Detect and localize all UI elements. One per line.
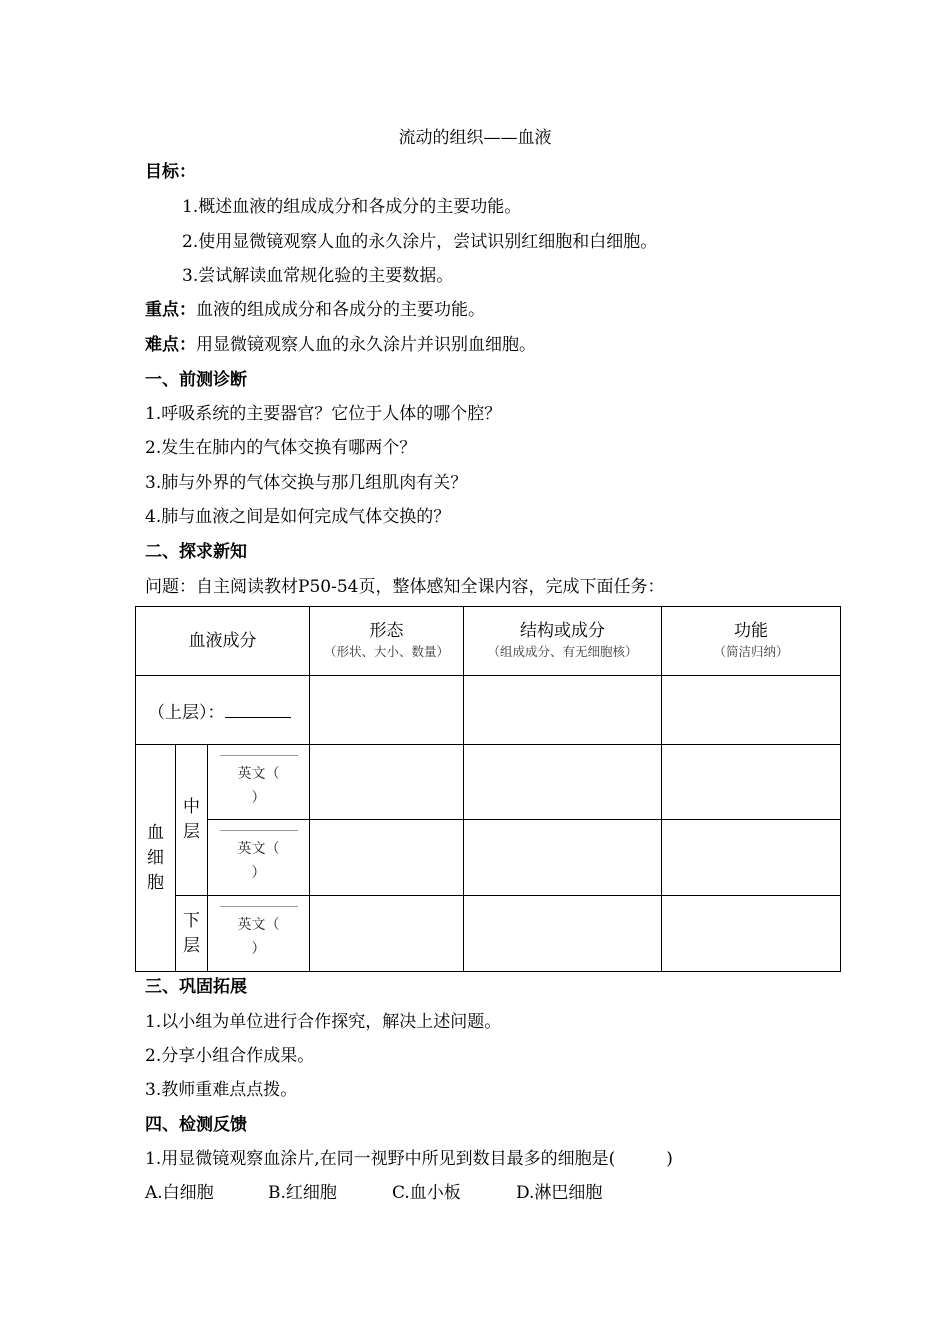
table-cell[interactable] — [464, 820, 662, 896]
table-cell[interactable] — [662, 820, 841, 896]
difficulty — [145, 334, 536, 356]
upper-layer-label: （上层）： — [148, 702, 225, 723]
english-label: 英文（ — [237, 841, 280, 857]
section4-heading: 四、检测反馈 — [145, 1115, 247, 1135]
quiz-option-b: B.红细胞 — [268, 1183, 337, 1203]
english-label: 英文（ — [237, 765, 280, 782]
section1-item: 1.呼吸系统的主要器官？它位于人体的哪个腔？ — [145, 404, 502, 424]
key-point — [145, 299, 485, 321]
section2-question: 问题：自主阅读教材P50-54页，整体感知全课内容，完成下面任务： — [145, 577, 665, 597]
section3-item: 1.以小组为单位进行合作探究，解决上述问题。 — [145, 1012, 502, 1032]
section1-item: 3.肺与外界的气体交换与那几组肌肉有关？ — [145, 473, 468, 493]
header-structure-sub: （组成成分、有无细胞核） — [487, 644, 638, 659]
difficulty-label: 难点： — [145, 335, 196, 355]
english-close: ） — [251, 789, 266, 806]
lower-layer-label: 下层 — [183, 910, 200, 956]
quiz-option-c: C.血小板 — [392, 1183, 461, 1203]
table-cell[interactable] — [310, 820, 464, 896]
objective-item: 1.概述血液的组成成分和各成分的主要功能。 — [182, 197, 522, 217]
difficulty-text: 用显微镜观察人血的永久涂片并识别血细胞。 — [196, 335, 536, 355]
lower-layer-cell — [176, 896, 208, 972]
table-cell[interactable] — [464, 896, 662, 972]
table-cell[interactable] — [464, 676, 662, 745]
key-point-text: 血液的组成成分和各成分的主要功能。 — [196, 300, 485, 320]
objective-item: 2.使用显微镜观察人血的永久涂片，尝试识别红细胞和白细胞。 — [182, 232, 658, 252]
section2-heading: 二、探求新知 — [145, 542, 247, 562]
header-form-sub: （形状、大小、数量） — [323, 644, 449, 659]
header-structure — [464, 607, 662, 676]
section1-heading: 一、前测诊断 — [145, 370, 247, 390]
table-cell[interactable] — [464, 745, 662, 820]
header-function-sub: （简洁归纳） — [713, 644, 789, 659]
english-label: 英文（ — [237, 917, 280, 933]
section3-item: 3.教师重难点点拨。 — [145, 1080, 298, 1100]
header-structure-title: 结构或成分 — [520, 621, 605, 641]
middle-layer-cell — [176, 745, 208, 896]
header-form-title: 形态 — [369, 621, 404, 641]
name-blank-line — [220, 906, 298, 907]
objective-item: 3.尝试解读血常规化验的主要数据。 — [182, 266, 454, 286]
table-cell[interactable] — [662, 896, 841, 972]
english-name-cell[interactable] — [208, 896, 310, 972]
objectives-label: 目标： — [145, 162, 196, 182]
table-cell[interactable] — [310, 745, 464, 820]
upper-layer-blank[interactable] — [225, 699, 291, 718]
key-point-label: 重点： — [145, 300, 196, 320]
section3-item: 2.分享小组合作成果。 — [145, 1046, 315, 1066]
table-cell[interactable] — [662, 676, 841, 745]
blood-components-table — [135, 606, 841, 972]
upper-layer-cell — [136, 676, 310, 745]
english-name-cell[interactable] — [208, 745, 310, 820]
english-close: ） — [251, 941, 266, 957]
header-blood-component: 血液成分 — [136, 607, 310, 676]
header-form — [310, 607, 464, 676]
table-cell[interactable] — [662, 745, 841, 820]
name-blank-line — [220, 755, 298, 756]
table-cell[interactable] — [310, 676, 464, 745]
quiz-question: 1.用显微镜观察血涂片,在同一视野中所见到数目最多的细胞是( ) — [145, 1149, 673, 1169]
section1-item: 2.发生在肺内的气体交换有哪两个？ — [145, 438, 417, 458]
english-name-cell[interactable] — [208, 820, 310, 896]
section3-heading: 三、巩固拓展 — [145, 977, 247, 997]
name-blank-line — [220, 830, 298, 831]
header-function-title: 功能 — [734, 621, 768, 641]
english-close: ） — [251, 865, 266, 881]
section1-item: 4.肺与血液之间是如何完成气体交换的？ — [145, 507, 451, 527]
header-function — [662, 607, 841, 676]
blood-cell-label-cell — [136, 745, 176, 972]
quiz-option-d: D.淋巴细胞 — [516, 1183, 603, 1203]
middle-layer-label: 中层 — [183, 797, 200, 842]
quiz-option-a: A.白细胞 — [145, 1183, 214, 1203]
blood-cell-label: 血细胞 — [147, 822, 164, 893]
table-cell[interactable] — [310, 896, 464, 972]
page-title: 流动的组织——血液 — [398, 128, 552, 148]
